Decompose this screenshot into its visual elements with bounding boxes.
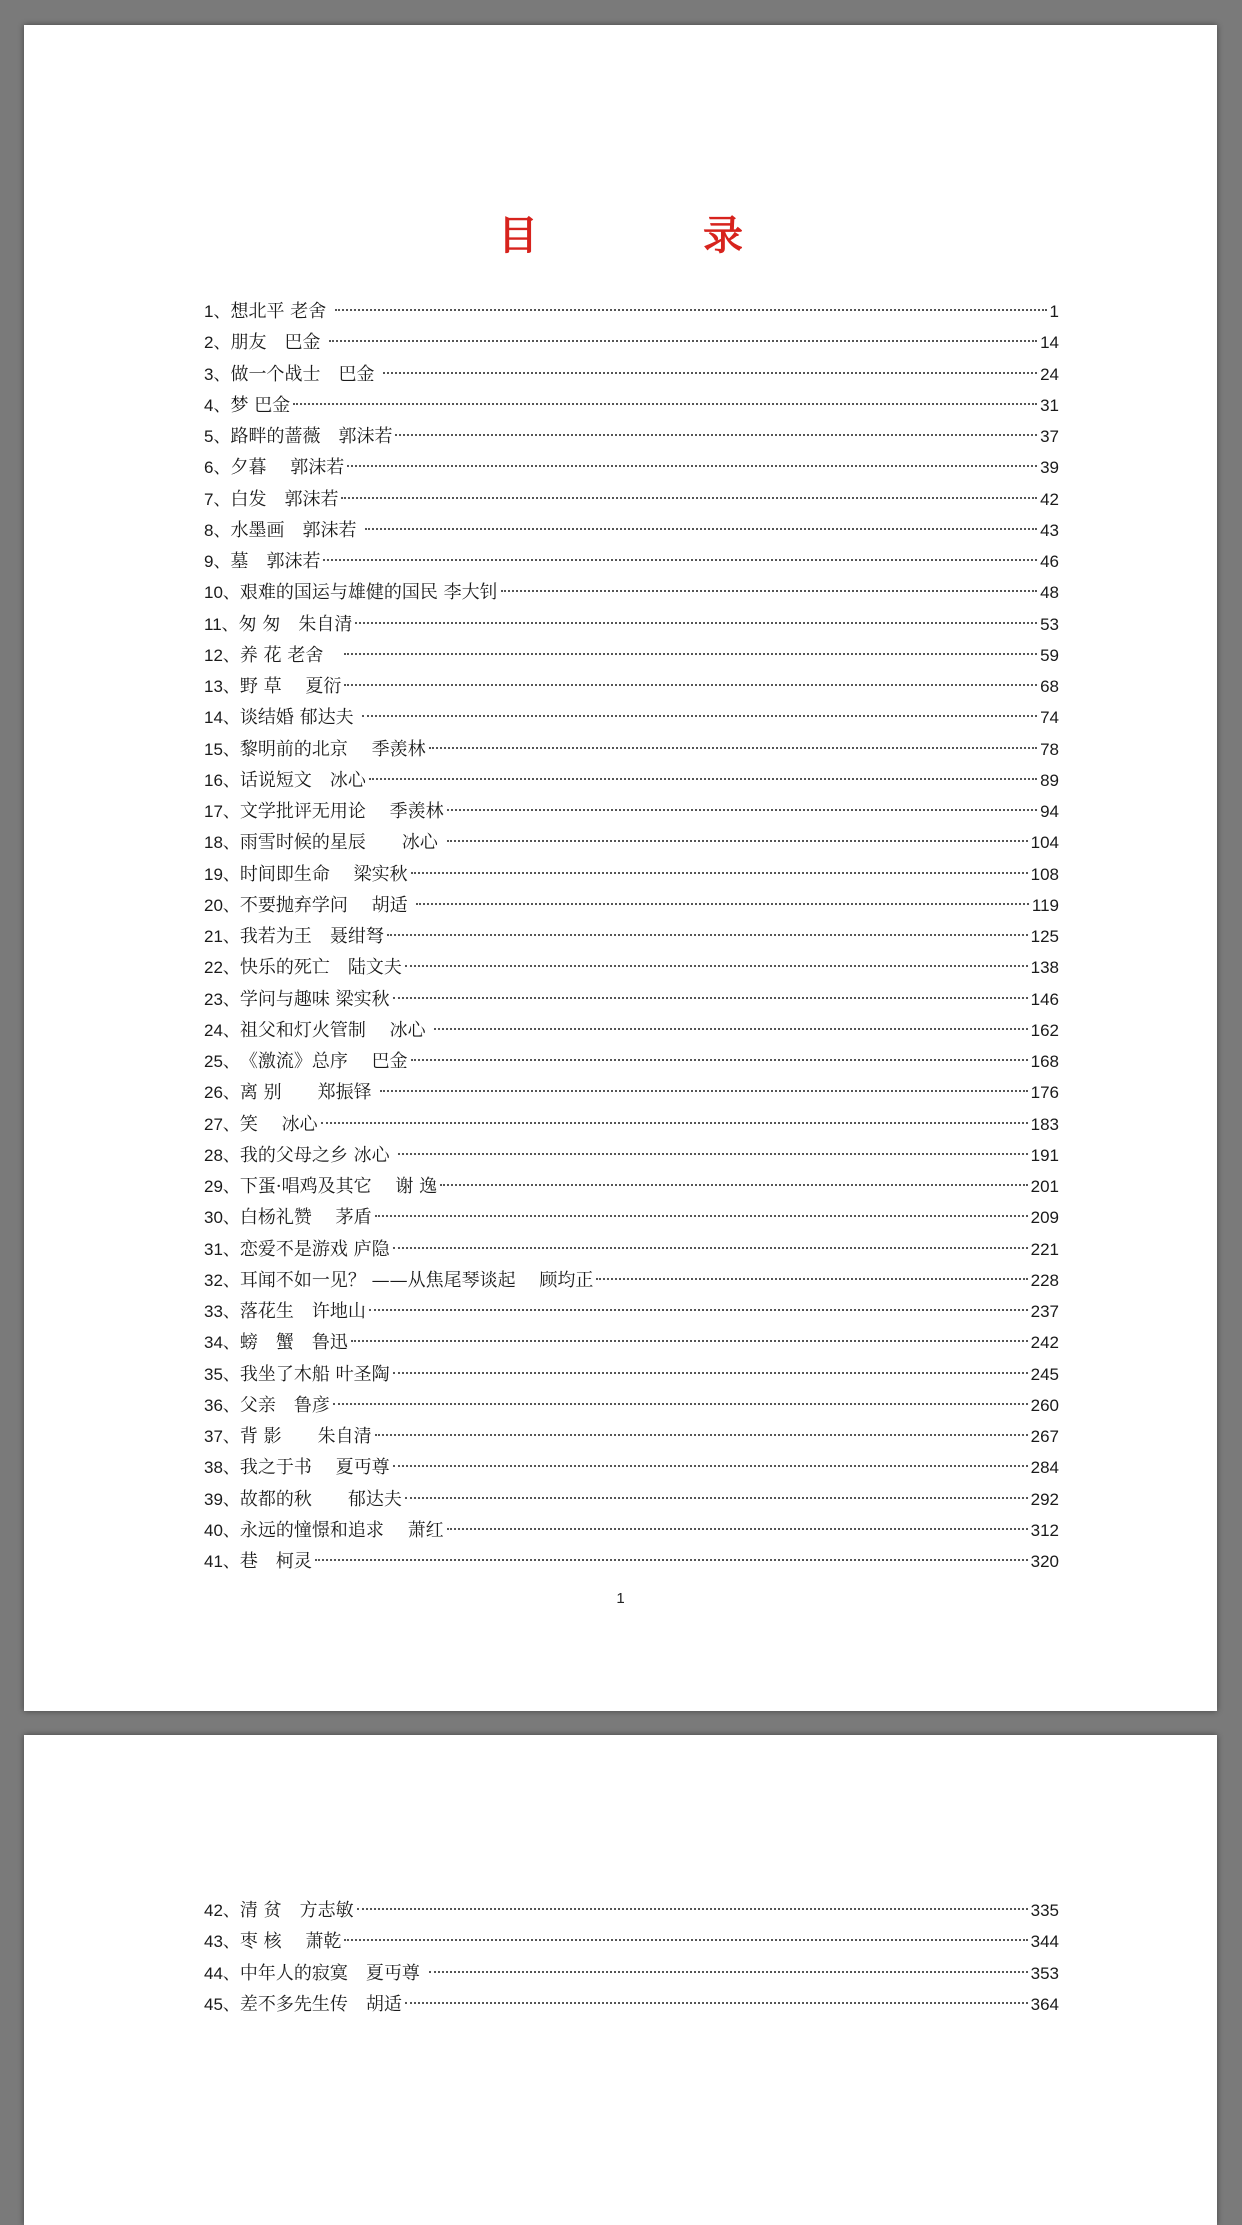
toc-entry-title: 时间即生命 梁实秋 bbox=[239, 863, 408, 885]
toc-entry-page: 146 bbox=[1030, 989, 1059, 1009]
toc-entry-title: 恋爱不是游戏 庐隐 bbox=[239, 1238, 390, 1260]
toc-entry-page: 168 bbox=[1030, 1052, 1059, 1071]
toc-entry-page: 125 bbox=[1030, 927, 1059, 946]
toc-dot-leader bbox=[375, 1434, 1028, 1436]
toc-dot-leader bbox=[315, 1559, 1028, 1561]
toc-dot-leader bbox=[293, 403, 1037, 405]
toc-entry-number: 10、 bbox=[204, 583, 240, 603]
toc-entry-number: 2、 bbox=[204, 333, 231, 353]
toc-entry-page: 43 bbox=[1040, 520, 1059, 540]
toc-dot-leader bbox=[405, 1497, 1028, 1499]
toc-entry-number: 24、 bbox=[204, 1020, 240, 1040]
toc-entry[interactable] bbox=[204, 1926, 1059, 1957]
toc-entry-page: 94 bbox=[1040, 802, 1059, 821]
toc-entry-page: 138 bbox=[1030, 958, 1059, 978]
toc-entry-page: 320 bbox=[1030, 1552, 1059, 1571]
toc-entry-number: 6、 bbox=[204, 458, 231, 478]
toc-entry[interactable] bbox=[204, 1359, 1059, 1390]
toc-dot-leader bbox=[395, 434, 1037, 436]
toc-entry-number: 9、 bbox=[204, 552, 231, 571]
toc-entry-title: 学问与趣味 梁实秋 bbox=[239, 988, 390, 1010]
toc-entry-number: 5、 bbox=[204, 427, 231, 446]
toc-entry-title: 养 花 老舍 bbox=[239, 644, 342, 666]
toc-entry[interactable] bbox=[204, 984, 1059, 1015]
toc-entry-number: 34、 bbox=[204, 1333, 240, 1353]
toc-dot-leader bbox=[501, 590, 1037, 592]
toc-dot-leader bbox=[429, 1971, 1028, 1973]
toc-dot-leader bbox=[369, 778, 1037, 780]
toc-entry-page: 201 bbox=[1030, 1177, 1059, 1196]
toc-entry-number: 45、 bbox=[204, 1994, 240, 2014]
toc-entry[interactable] bbox=[204, 1015, 1059, 1046]
toc-dot-leader bbox=[405, 2002, 1028, 2004]
toc-entry-title: 快乐的死亡 陆文夫 bbox=[239, 957, 402, 979]
toc-entry[interactable] bbox=[204, 1296, 1059, 1327]
toc-dot-leader bbox=[355, 622, 1037, 624]
toc-entry[interactable] bbox=[204, 1989, 1059, 2020]
toc-entry-title: 背 影 朱自清 bbox=[239, 1426, 372, 1447]
toc-entry-page: 39 bbox=[1040, 458, 1059, 478]
toc-entry-number: 12、 bbox=[204, 645, 240, 665]
page-number: 1 bbox=[616, 1590, 625, 1607]
toc-entry[interactable] bbox=[204, 1515, 1059, 1546]
toc-entry-page: 104 bbox=[1030, 833, 1059, 853]
toc-entry-number: 3、 bbox=[204, 364, 231, 384]
toc-entry-title: 离 别 郑振铎 bbox=[239, 1082, 378, 1104]
toc-dot-leader bbox=[411, 872, 1028, 874]
toc-entry[interactable] bbox=[204, 609, 1059, 640]
toc-entry-number: 22、 bbox=[204, 958, 240, 978]
toc-entry[interactable] bbox=[204, 484, 1059, 515]
toc-dot-leader bbox=[321, 1122, 1028, 1124]
toc-entry-title: 雨雪时候的星辰 冰心 bbox=[239, 832, 444, 854]
toc-entry-title: 耳闻不如一见？ ——从焦尾琴谈起 顾均正 bbox=[239, 1269, 594, 1291]
toc-entry-title: 水墨画 郭沫若 bbox=[230, 519, 363, 541]
toc-entry-page: 335 bbox=[1030, 1901, 1059, 1920]
toc-entry-number: 32、 bbox=[204, 1270, 240, 1290]
toc-entry-number: 42、 bbox=[204, 1901, 240, 1920]
toc-entry[interactable] bbox=[204, 1895, 1059, 1926]
toc-entry-title: 梦 巴金 bbox=[230, 394, 291, 416]
toc-entry-page: 24 bbox=[1040, 364, 1059, 384]
toc-entry-page: 245 bbox=[1030, 1364, 1059, 1384]
toc-entry-title: 做一个战士 巴金 bbox=[230, 363, 381, 385]
toc-entry-page: 267 bbox=[1030, 1427, 1059, 1446]
toc-entry-title: 螃 蟹 鲁迅 bbox=[239, 1332, 348, 1354]
toc-entry-title: 想北平 老舍 bbox=[230, 301, 332, 322]
toc-entry-number: 8、 bbox=[204, 520, 231, 540]
toc-entry-page: 48 bbox=[1040, 583, 1059, 603]
toc-entry[interactable] bbox=[204, 1171, 1059, 1202]
toc-entry-number: 39、 bbox=[204, 1489, 240, 1509]
toc-entry-page: 46 bbox=[1040, 552, 1059, 571]
toc-entry[interactable] bbox=[204, 452, 1059, 483]
toc-entry-title: 白杨礼赞 茅盾 bbox=[239, 1207, 372, 1229]
toc-entry[interactable] bbox=[204, 952, 1059, 983]
toc-entry-title: 墓 郭沫若 bbox=[230, 551, 321, 572]
toc-dot-leader bbox=[387, 934, 1028, 936]
toc-entry-title: 我若为王 聂绀弩 bbox=[239, 926, 384, 947]
toc-entry-page: 176 bbox=[1030, 1083, 1059, 1103]
toc-entry[interactable] bbox=[204, 640, 1059, 671]
toc-entry[interactable] bbox=[204, 1202, 1059, 1233]
toc-dot-leader bbox=[447, 1528, 1028, 1530]
toc-entry-number: 35、 bbox=[204, 1364, 240, 1384]
toc-entry-title: 巷 柯灵 bbox=[239, 1551, 312, 1572]
toc-entry[interactable] bbox=[204, 921, 1059, 952]
toc-entry[interactable] bbox=[204, 859, 1059, 890]
toc-entry-page: 344 bbox=[1030, 1932, 1059, 1952]
toc-dot-leader bbox=[393, 1247, 1028, 1249]
toc-list-page-1 bbox=[204, 296, 1059, 1577]
toc-entry-number: 44、 bbox=[204, 1963, 240, 1983]
toc-entry-title: 匆 匆 朱自清 bbox=[238, 613, 353, 635]
toc-entry-title: 朋友 巴金 bbox=[230, 332, 327, 354]
toc-entry[interactable] bbox=[204, 890, 1059, 921]
toc-entry-number: 36、 bbox=[204, 1395, 240, 1415]
toc-entry-page: 312 bbox=[1030, 1520, 1059, 1540]
toc-entry-title: 我的父母之乡 冰心 bbox=[239, 1144, 396, 1166]
toc-entry[interactable] bbox=[204, 546, 1059, 577]
toc-entry-number: 4、 bbox=[204, 395, 231, 415]
toc-entry[interactable] bbox=[204, 734, 1059, 765]
toc-entry[interactable] bbox=[204, 1265, 1059, 1296]
toc-dot-leader bbox=[447, 840, 1028, 842]
toc-entry-title: 艰难的国运与雄健的国民 李大钊 bbox=[239, 582, 498, 604]
toc-dot-leader bbox=[429, 747, 1037, 749]
toc-entry[interactable] bbox=[204, 1234, 1059, 1265]
toc-entry-number: 19、 bbox=[204, 864, 240, 884]
toc-entry[interactable] bbox=[204, 1958, 1059, 1989]
toc-dot-leader bbox=[344, 684, 1037, 686]
toc-entry-title: 夕暮 郭沫若 bbox=[230, 457, 345, 479]
toc-dot-leader bbox=[411, 1059, 1028, 1061]
toc-entry-number: 26、 bbox=[204, 1083, 240, 1103]
toc-entry-title: 枣 核 萧乾 bbox=[239, 1931, 342, 1953]
toc-dot-leader bbox=[393, 1465, 1028, 1467]
document-page-2 bbox=[24, 1735, 1217, 2225]
toc-entry[interactable] bbox=[204, 702, 1059, 733]
toc-entry-title: 谈结婚 郁达夫 bbox=[239, 707, 360, 729]
toc-entry[interactable] bbox=[204, 577, 1059, 608]
toc-dot-leader bbox=[335, 309, 1047, 311]
toc-entry-title: 父亲 鲁彦 bbox=[239, 1394, 330, 1416]
document-page-1 bbox=[24, 25, 1217, 1711]
toc-dot-leader bbox=[341, 497, 1037, 499]
toc-entry-number: 20、 bbox=[204, 895, 240, 915]
toc-dot-leader bbox=[369, 1309, 1028, 1311]
toc-dot-leader bbox=[434, 1028, 1027, 1030]
toc-entry-title: 清 贫 方志敏 bbox=[239, 1900, 354, 1921]
toc-entry-page: 42 bbox=[1040, 489, 1059, 509]
toc-entry-number: 1、 bbox=[204, 302, 231, 321]
toc-entry-number: 41、 bbox=[204, 1552, 240, 1571]
toc-entry-page: 89 bbox=[1040, 770, 1059, 790]
toc-entry[interactable] bbox=[204, 390, 1059, 421]
toc-entry[interactable] bbox=[204, 1140, 1059, 1171]
toc-entry[interactable] bbox=[204, 1109, 1059, 1140]
toc-dot-leader bbox=[344, 653, 1037, 655]
toc-dot-leader bbox=[405, 965, 1028, 967]
toc-entry-title: 不要抛弃学问 胡适 bbox=[239, 894, 414, 916]
toc-entry-page: 228 bbox=[1030, 1270, 1059, 1290]
toc-dot-leader bbox=[344, 1939, 1027, 1941]
toc-dot-leader bbox=[398, 1153, 1027, 1155]
toc-dot-leader bbox=[329, 340, 1037, 342]
toc-dot-leader bbox=[416, 903, 1029, 905]
toc-dot-leader bbox=[440, 1184, 1028, 1186]
toc-entry-number: 37、 bbox=[204, 1427, 240, 1446]
toc-entry-title: 我之于书 夏丏尊 bbox=[239, 1457, 390, 1479]
toc-entry-title: 话说短文 冰心 bbox=[239, 769, 366, 791]
toc-dot-leader bbox=[351, 1340, 1028, 1342]
toc-entry-title: 我坐了木船 叶圣陶 bbox=[239, 1363, 390, 1385]
toc-entry[interactable] bbox=[204, 327, 1059, 358]
toc-entry-title: 文学批评无用论 季羡林 bbox=[239, 801, 444, 822]
toc-entry-number: 29、 bbox=[204, 1177, 240, 1196]
toc-entry[interactable] bbox=[204, 359, 1059, 390]
toc-entry-number: 40、 bbox=[204, 1520, 240, 1540]
toc-entry-number: 15、 bbox=[204, 739, 240, 759]
toc-entry-title: 落花生 许地山 bbox=[239, 1301, 366, 1322]
toc-dot-leader bbox=[362, 715, 1037, 717]
toc-entry[interactable] bbox=[204, 515, 1059, 546]
toc-entry-number: 21、 bbox=[204, 927, 240, 946]
toc-entry[interactable] bbox=[204, 827, 1059, 858]
toc-dot-leader bbox=[393, 1372, 1028, 1374]
toc-entry-number: 23、 bbox=[204, 989, 240, 1009]
toc-entry[interactable] bbox=[204, 1484, 1059, 1515]
toc-entry-page: 284 bbox=[1030, 1458, 1059, 1478]
toc-entry-page: 260 bbox=[1030, 1395, 1059, 1415]
toc-dot-leader bbox=[365, 528, 1037, 530]
toc-entry[interactable] bbox=[204, 765, 1059, 796]
toc-entry-page: 364 bbox=[1030, 1994, 1059, 2014]
toc-entry-number: 13、 bbox=[204, 677, 240, 696]
toc-dot-leader bbox=[447, 809, 1037, 811]
toc-entry-page: 53 bbox=[1040, 614, 1059, 634]
toc-entry-page: 68 bbox=[1040, 677, 1059, 696]
toc-entry-page: 242 bbox=[1030, 1333, 1059, 1353]
toc-entry-title: 《激流》总序 巴金 bbox=[239, 1051, 408, 1072]
toc-entry-page: 37 bbox=[1040, 427, 1059, 446]
toc-heading: 目录 bbox=[498, 212, 908, 259]
toc-entry[interactable] bbox=[204, 1452, 1059, 1483]
toc-dot-leader bbox=[323, 559, 1037, 561]
toc-entry-title: 下蛋·唱鸡及其它 谢 逸 bbox=[239, 1176, 438, 1197]
toc-entry-page: 119 bbox=[1031, 895, 1059, 915]
toc-entry-title: 黎明前的北京 季羡林 bbox=[239, 738, 426, 760]
toc-entry[interactable] bbox=[204, 1390, 1059, 1421]
toc-entry-number: 27、 bbox=[204, 1114, 240, 1134]
toc-entry-page: 78 bbox=[1040, 739, 1059, 759]
toc-entry[interactable] bbox=[204, 296, 1059, 327]
toc-entry-number: 33、 bbox=[204, 1302, 240, 1321]
toc-dot-leader bbox=[375, 1215, 1028, 1217]
toc-entry-title: 野 草 夏衍 bbox=[239, 676, 342, 697]
toc-entry-number: 28、 bbox=[204, 1145, 240, 1165]
toc-entry-title: 笑 冰心 bbox=[239, 1113, 318, 1135]
toc-dot-leader bbox=[357, 1908, 1028, 1910]
toc-dot-leader bbox=[347, 465, 1037, 467]
toc-entry-number: 18、 bbox=[204, 833, 240, 853]
toc-entry-page: 59 bbox=[1040, 645, 1059, 665]
toc-entry-title: 永远的憧憬和追求 萧红 bbox=[239, 1519, 444, 1541]
toc-entry-page: 237 bbox=[1030, 1302, 1059, 1321]
toc-entry-page: 191 bbox=[1030, 1145, 1059, 1165]
toc-entry-page: 108 bbox=[1030, 864, 1059, 884]
toc-entry-title: 差不多先生传 胡适 bbox=[239, 1993, 402, 2015]
toc-list-page-2 bbox=[204, 1895, 1059, 2020]
toc-entry-number: 31、 bbox=[204, 1239, 240, 1259]
toc-dot-leader bbox=[393, 997, 1028, 999]
toc-entry-page: 353 bbox=[1030, 1963, 1059, 1983]
toc-dot-leader bbox=[383, 372, 1037, 374]
toc-entry-number: 17、 bbox=[204, 802, 240, 821]
toc-entry-page: 183 bbox=[1030, 1114, 1059, 1134]
toc-entry[interactable] bbox=[204, 1421, 1059, 1452]
toc-entry[interactable] bbox=[204, 1077, 1059, 1108]
toc-entry-title: 中年人的寂寞 夏丏尊 bbox=[239, 1962, 426, 1984]
toc-entry[interactable] bbox=[204, 1546, 1059, 1577]
toc-entry[interactable] bbox=[204, 796, 1059, 827]
toc-entry-page: 1 bbox=[1049, 302, 1059, 321]
toc-entry-page: 162 bbox=[1030, 1020, 1059, 1040]
toc-entry[interactable] bbox=[204, 1046, 1059, 1077]
toc-entry-title: 白发 郭沫若 bbox=[230, 488, 339, 510]
toc-entry-title: 故都的秋 郁达夫 bbox=[239, 1488, 402, 1510]
toc-entry[interactable] bbox=[204, 1327, 1059, 1358]
toc-entry-title: 路畔的蔷薇 郭沫若 bbox=[230, 426, 393, 447]
toc-entry-page: 292 bbox=[1030, 1489, 1059, 1509]
toc-entry-number: 11、 bbox=[204, 614, 239, 634]
toc-entry-number: 25、 bbox=[204, 1052, 240, 1071]
toc-entry-number: 43、 bbox=[204, 1932, 240, 1952]
toc-entry-number: 16、 bbox=[204, 770, 240, 790]
toc-entry[interactable] bbox=[204, 671, 1059, 702]
toc-dot-leader bbox=[380, 1090, 1027, 1092]
toc-entry-title: 祖父和灯火管制 冰心 bbox=[239, 1019, 432, 1041]
toc-entry-page: 74 bbox=[1040, 708, 1059, 728]
toc-entry-page: 221 bbox=[1030, 1239, 1059, 1259]
toc-entry-page: 14 bbox=[1040, 333, 1059, 353]
toc-entry-number: 7、 bbox=[204, 489, 231, 509]
toc-entry-number: 38、 bbox=[204, 1458, 240, 1478]
toc-entry-number: 30、 bbox=[204, 1208, 240, 1228]
toc-entry-page: 31 bbox=[1040, 395, 1059, 415]
toc-entry-page: 209 bbox=[1030, 1208, 1059, 1228]
toc-entry[interactable] bbox=[204, 421, 1059, 452]
toc-dot-leader bbox=[333, 1403, 1028, 1405]
toc-dot-leader bbox=[596, 1278, 1027, 1280]
toc-entry-number: 14、 bbox=[204, 708, 240, 728]
